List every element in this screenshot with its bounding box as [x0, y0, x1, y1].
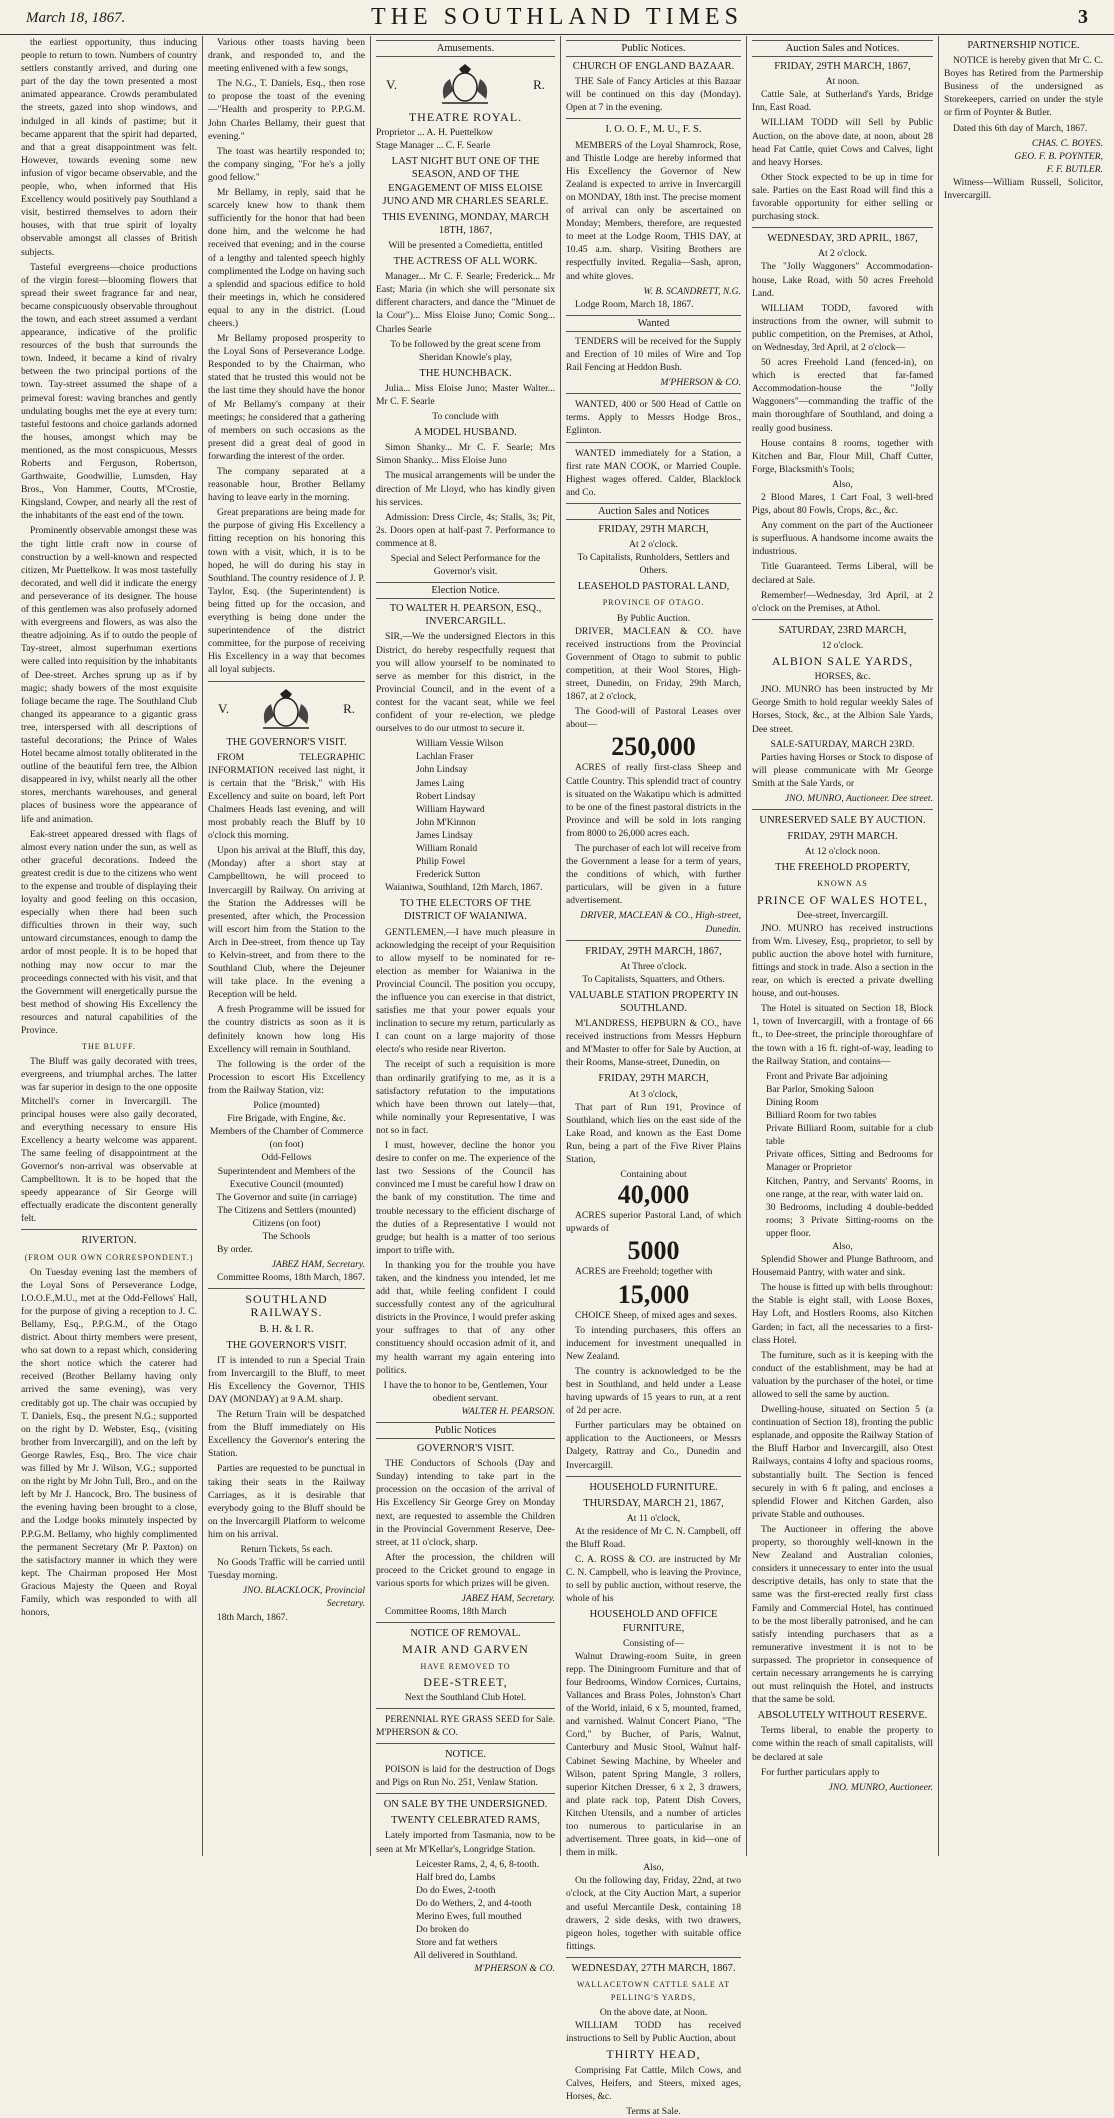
signatory: William Vessie Wilson	[416, 738, 504, 750]
ad-paragraph: 2 Blood Mares, 1 Cart Foal, 3 well-bred Pigs, about 80 Fowls, Crops, &c., &c.	[752, 492, 933, 517]
riverton-subheading: (FROM OUR OWN CORRESPONDENT.)	[24, 1252, 194, 1262]
ad-headline: LEASEHOLD PASTORAL LAND,	[577, 581, 730, 593]
ad-paragraph: The musical arrangements will be under the direction of Mr Lloyd, who has kindly given his services.	[376, 470, 555, 508]
cast-list: Manager... Mr C. F. Searle; Frederick... Mr East; Maria (in which she will personate six different characters, and dance the "Minuet de la Cour")... Miss Eloise Juno; Comic Song... Charles Searle	[376, 271, 555, 335]
crest-letter-v: V.	[386, 76, 397, 92]
article-paragraph: Eak-street appeared dressed with flags of almost every nation under the sun, as well as other graceful decorations. Indeed the greatest credit is due to the citizens who went to the expense and trouble of displaying their loyalty and good feeling on this occasion, especially when there had been such difficulties thrown in their way, such untoward circumstances, enough to damp the ardor of most people. It is to be hoped that nothing may now occur to mar the proceedings connected with his visit, and that the Government will energetically pursue the best method of showing His Excellency the resources and natural capabilities of the Province.	[21, 828, 197, 1037]
room-item: Private Billiard Room, suitable for a club table	[766, 1123, 933, 1148]
ad-line: HAVE REMOVED TO	[420, 1661, 511, 1671]
stock-item: Do broken do	[416, 1924, 469, 1936]
ad-paragraph: PERENNIAL RYE GRASS SEED for Sale. M'PHERSON & CO.	[376, 1713, 555, 1738]
procession-item: Members of the Chamber of Commerce (on foot)	[209, 1126, 364, 1151]
signatory: James Lindsay	[416, 829, 473, 841]
ad-headline: FRIDAY, 29TH MARCH,	[598, 1073, 709, 1085]
royal-crest	[386, 61, 545, 107]
cast-list: Simon Shanky... Mr C. F. Searle; Mrs Simon Shanky... Miss Eloise Juno	[376, 442, 555, 467]
signature: M'PHERSON & CO.	[660, 377, 741, 389]
ad-paragraph: Title Guaranteed. Terms Liberal, will be declared at Sale.	[752, 561, 933, 586]
ad-paragraph: WILLIAM TODD will Sell by Public Auction, on the above date, at noon, about 28 head Fat Cattle, quiet Cows and Calves, light and heavy Horses.	[752, 117, 933, 168]
ad-line: Also,	[832, 1240, 853, 1252]
procession-item: The Citizens and Settlers (mounted)	[217, 1204, 356, 1216]
article-paragraph: Mr Bellamy, in reply, said that he scarcely knew how to thank them sufficiently for the honor that had been done him, and the welcome he had received that evening; and in the course of a lengthy and talented speech highly complimented the Lodge on having such a splendid and spacious edifice to hold their meetings in, which he considered equal to any in the district. (Loud cheers.)	[208, 187, 365, 329]
divider	[208, 681, 365, 682]
ad-paragraph: Cattle Sale, at Sutherland's Yards, Bridge Inn, East Road.	[752, 89, 933, 114]
ad-paragraph: After the procession, the children will proceed to the Cricket ground to engage in various sports for which prizes will be given.	[376, 1551, 555, 1590]
section-heading: Election Notice.	[376, 582, 555, 599]
ad-paragraph: Lately imported from Tasmania, now to be seen at Mr M'Kellar's, Longridge Station.	[376, 1830, 555, 1855]
room-item: Dining Room	[766, 1096, 819, 1108]
bluff-heading: THE BLUFF.	[82, 1042, 136, 1052]
signature: M'PHERSON & CO.	[474, 1963, 555, 1975]
signatory: William Hayward	[416, 803, 485, 815]
ad-line: 12 o'clock.	[821, 639, 864, 651]
issue-date: March 18, 1867.	[26, 10, 126, 26]
ad-paragraph: Other Stock expected to be up in time for sale. Parties on the East Road will find this a favorable opportunity for either selling or purchasing stock.	[752, 171, 933, 223]
article-paragraph: On Tuesday evening last the members of the Loyal Sons of Perseverance Lodge, I.O.O.F.,M.U., met at the Odd-Fellows' Hall, for the purpose of giving a reception to J. C. Bellamy, Esq., P.P.G.M., of the Otago district. About thirty members were present, who sat down to a repast which, considering the short notice which the caterer had received (Brother Bellamy having only arrived the same evening), was very creditably got up. The chair was occupied by T. Daniels, Esq., the present N.G.; supported on the right by D. Webster, Esq., (visiting brother from Invercargill), and on the left by George Rawles, Esq., Bro. The vice chair was filled by Mr J. Wilson, V.G.; supported on the right by Mr John Tull, Bro., and on the left by Mr J. Hancock, Bro. The business of the evening having been brought to a close, and the Lodge books minutely inspected by P.P.G.M. Bellamy, who highly complimented the permanent Secretary (Mr P. Paxton) on the satisfactory manner in which they were kept. The Chairman proposed Her Most Gracious Majesty the Queen and Royal Family, which was responded to with all honors,	[21, 1266, 197, 1619]
ad-line: To conclude with	[432, 411, 499, 423]
ad-paragraph: M'LANDRESS, HEPBURN & CO., have received instructions from Messrs Hepburn and M'Master to offer for Sale by Auction, at their Rooms, Manse-street, Dunedin, on	[566, 1018, 741, 1069]
section-heading: Auction Sales and Notices	[566, 503, 741, 520]
ad-paragraph: GENTLEMEN,—I have much pleasure in acknowledging the receipt of your Requisition to allow myself to be nominated for re-election as member for Waianiwa in the Provincial Council. The position you occupy, the influence you can exercise in that district, satisfies me that your power equals your inclination to secure my return, particularly as I can count on a large majority of those electo's who reside near Riverton.	[376, 926, 555, 1056]
play-title: THE ACTRESS OF ALL WORK.	[393, 256, 538, 268]
ad-headline: TO THE ELECTORS OF THE DISTRICT OF WAIANIWA.	[399, 898, 532, 923]
ad-line: On the above date, at Noon.	[599, 2007, 708, 2019]
ad-paragraph: On the following day, Friday, 22nd, at two o'clock, at the City Auction Mart, a superior and useful Mercantile Desk, containing 18 drawers, 2 side desks, with two drawers, pigeon holes, together with suitable office fittings.	[566, 1875, 741, 1952]
railways-heading-2: THE GOVERNOR'S VISIT.	[226, 1339, 347, 1351]
ad-headline: ON SALE BY THE UNDERSIGNED.	[383, 1799, 548, 1811]
column-5	[746, 36, 938, 1856]
ad-headline: THIS EVENING, MONDAY, MARCH 18TH, 1867,	[382, 211, 549, 236]
ad-headline: WEDNESDAY, 27TH MARCH, 1867.	[571, 1962, 736, 1974]
newspaper-title: THE SOUTHLAND TIMES	[371, 4, 743, 30]
ad-headline: NOTICE OF REMOVAL.	[410, 1628, 521, 1640]
column-6	[938, 36, 1108, 1856]
ad-paragraph: Parties having Horses or Stock to dispose of will please communicate with Mr George Smith at the Sale Yards, or	[752, 751, 933, 789]
ad-headline: HOUSEHOLD FURNITURE.	[589, 1481, 718, 1493]
ad-paragraph: The country is acknowledged to be the best in Southland, and held under a Lease having upwards of 15 years to run, at a rent of 2d per acre.	[566, 1365, 741, 1417]
ad-paragraph: ACRES of really first-class Sheep and Cattle Country. This splendid tract of country is situated on the Wakatipu which is admitted to be one of the finest pastoral districts in the Province and will be sold in lots ranging from 8000 to 26,000 acres each.	[566, 762, 741, 839]
ad-line: To Capitalists, Squatters, and Others.	[582, 973, 725, 985]
ad-paragraph: Comprising Fat Cattle, Milch Cows, and Calves, Heifers, and Steers, mixed ages, Horses, &c.	[566, 2064, 741, 2102]
ad-paragraph: FROM TELEGRAPHIC INFORMATION received last night, it is certain that the "Brisk," with His Excellency and suite on board, left Port Chalmers Heads last evening, and will most probably reach the Bluff by 10 o'clock this morning.	[208, 751, 365, 842]
ad-paragraph: At the residence of Mr C. N. Campbell, off the Bluff Road.	[566, 1525, 741, 1550]
ad-headline: VALUABLE STATION PROPERTY IN SOUTHLAND.	[568, 989, 739, 1014]
play-title: THE HUNCHBACK.	[419, 367, 512, 379]
ad-line: Next the Southland Club Hotel.	[404, 1691, 527, 1703]
procession-item: Police (mounted)	[253, 1100, 320, 1112]
article-paragraph: Tasteful evergreens—choice productions of the virgin forest—blooming flowers that spread their sweet fragrance far and near, became conspicuously observable throughout the town, and each street assumed a verdant appearance, indicative of the prolific resources of the bush that surrounds the town. Indeed, it became a kind of rivalry between the two principal portions of the town. Tay-street assumed the shape of a primeval forest: waving branches and gently undulating boughs met the eye at every turn: tasteful festoons and choice garlands adorned the houses, amongst which may be mentioned, as the most conspicuous, Messrs Roberts and Ferguson, Robertson, Garthwaite, Goodwillie, Lumsden, Hay Bros., Von Hammer, Coutts, M'Crostie, Kingsland, Cowper, and nearly all the rest of the inhabitants of the east end of the town.	[21, 261, 197, 522]
ad-paragraph: Further particulars may be obtained on application to the Auctioneers, or Messrs Dalgety, Rattray and Co., Dunedin and Invercargill.	[566, 1420, 741, 1471]
section-heading: Wanted	[566, 315, 741, 332]
ad-paragraph: The Good-will of Pastoral Leases over about—	[566, 706, 741, 731]
signatory: John M'Kinnon	[416, 816, 476, 828]
room-item: Front and Private Bar adjoining	[766, 1070, 888, 1082]
ad-headline: SATURDAY, 23RD MARCH,	[778, 624, 907, 636]
section-heading: Amusements.	[376, 40, 555, 57]
signatory: Robert Lindsay	[416, 790, 476, 802]
ad-headline: FRIDAY, 29TH MARCH, 1867,	[774, 61, 911, 73]
ad-paragraph: The Return Train will be despatched from the Bluff immediately on His Excellency the Governor's entering the Station.	[208, 1409, 365, 1460]
cast-list: Julia... Miss Eloise Juno; Master Walter... Mr C. F. Searle	[376, 382, 555, 407]
dateline: Dated this 6th day of March, 1867.	[953, 122, 1088, 134]
article-paragraph: Prominently observable amongst these was the tight little craft now in course of construction by a well-known and respected citizen, Mr Puettelkow. It was most tastefully decorated, and well did it indicate the energy and perseverance of its designer. The house of this gentlemen was also profusely adorned with evergreens and flowers, as was also the theatre adjoining. As if to outdo the people of Tay-street, almost superhuman exertions were called into requisition by the inhabitants of Dee-street. Arches sprung up as if by magic; shady bowers of the most exquisite foliage became the rage. The Southland Club changed its appearance to a gigantic grass tree, interspersed with all descriptions of tasteful decorations; the Prince of Wales Hotel became almost totally obliterated in the outline of the beautiful fern tree, the Albion disappeared in ivy, whilst nearly all the other stores, merchants warehouses, and general places of business wore the appearance of life and animation.	[21, 525, 197, 825]
divider	[566, 118, 741, 119]
ad-paragraph: Any comment on the part of the Auctioneer is superfluous. A handsome income awaits the industrious.	[752, 520, 933, 558]
ad-headline: FRIDAY, 29TH MARCH.	[787, 831, 898, 843]
divider	[21, 1229, 197, 1230]
ad-paragraph: Parties are requested to be punctual in taking their seats in the Railway Carriages, as it is desirable that everybody going to the Bluff should be on the Invercargill Platform to welcome him on his arrival.	[208, 1463, 365, 1540]
ad-paragraph: That part of Run 191, Province of Southland, which lies on the east side of the Lake Road, and known as the East Dome Run, being a part of the Five River Plains Station,	[566, 1101, 741, 1166]
ad-paragraph: Dwelling-house, situated on Section 5 (a continuation of Section 18), fronting the public esplanade, and opposite the Railway Station of the Bluff Harbor and Invercargill, also Otest Railways, contains 4 lofty and spacious rooms, substantially built. The Section is fenced securely in with 6 ft paling, and encloses a splendid Flower and Kitchen Garden, also private Stable and outhouses.	[752, 1404, 933, 1520]
ad-line: Proprietor ... A. H. Puettelkow	[376, 127, 493, 139]
ad-line: Consisting of—	[622, 1637, 685, 1649]
signature: GEO. F. B. POYNTER,	[1014, 150, 1103, 162]
ad-line: SALE-SATURDAY, MARCH 23RD.	[770, 738, 915, 750]
divider	[208, 1288, 365, 1289]
ad-headline: ALBION SALE YARDS,	[771, 654, 914, 669]
ad-line: Return Tickets, 5s each.	[240, 1544, 333, 1556]
ad-headline: NOTICE.	[444, 1748, 487, 1760]
ad-paragraph: The Hotel is situated on Section 18, Block 1, town of Invercargill, with a frontage of 66 ft., to Dee-street, the principle thoroughfare of the town with a 16 ft. right-of-way, leading to the Railway Station, and contains—	[752, 1003, 933, 1067]
room-item: Bar Parlor, Smoking Saloon	[766, 1083, 874, 1095]
ad-headline: UNRESERVED SALE BY AUCTION.	[759, 815, 926, 827]
divider	[752, 619, 933, 620]
ad-paragraph: The following is the order of the Procession to escort His Excellency from the Railway Station, viz:	[208, 1058, 365, 1096]
dateline: Committee Rooms, 18th March, 1867.	[217, 1272, 365, 1284]
stock-item: Store and fat wethers	[416, 1937, 498, 1949]
procession-item: The Governor and suite (in carriage)	[216, 1191, 357, 1203]
ad-paragraph: The furniture, such as it is keeping with the conduct of the establishment, may be had at valuation by the purchaser of the hotel, or time allowed to sell the same by auction.	[752, 1349, 933, 1400]
signatory: Philip Fowel	[416, 856, 466, 868]
divider	[376, 1708, 555, 1709]
signature: WALTER H. PEARSON.	[461, 1405, 555, 1417]
stock-item: Do do Ewes, 2-tooth	[416, 1884, 496, 1896]
signatory: John Lindsay	[416, 764, 468, 776]
divider	[752, 227, 933, 228]
ad-paragraph: DRIVER, MACLEAN & CO. have received instructions from the Provincial Government of Otago to submit to public competition, at their Wool Stores, High-street, Dunedin, on Friday, 29th March, 1867, at 2 o'clock,	[566, 625, 741, 703]
ad-paragraph: IT is intended to run a Special Train from Invercargill to the Bluff, to meet His Excellency the Governor, THIS DAY (MONDAY) at 9 A.M. sharp.	[208, 1354, 365, 1405]
ad-paragraph: POISON is laid for the destruction of Dogs and Pigs on Run No. 251, Venlaw Station.	[376, 1764, 555, 1789]
ad-headline: GOVERNOR'S VISIT.	[416, 1443, 515, 1455]
theatre-heading: THEATRE ROYAL.	[408, 110, 523, 125]
acreage-figure: 5000	[627, 1236, 680, 1266]
ad-headline: THURSDAY, MARCH 21, 1867,	[583, 1497, 724, 1509]
signature: JABEZ HAM, Secretary.	[271, 1259, 365, 1271]
sheep-figure: 15,000	[617, 1279, 690, 1309]
room-item: Billiard Room for two tables	[766, 1110, 877, 1122]
ad-headline: LAST NIGHT BUT ONE OF THE SEASON, AND OF THE ENGAGEMENT OF MISS ELOISE JUNO AND MR CHARLES SEARLE.	[382, 156, 549, 207]
ad-line: At 2 o'clock.	[629, 539, 678, 551]
ad-line: All delivered in Southland.	[413, 1950, 518, 1962]
column-2	[202, 36, 370, 1856]
room-item: 30 Bedrooms, including 4 double-bedded rooms; 3 Private Sitting-rooms on the upper floor.	[766, 1201, 933, 1239]
coat-of-arms-icon	[251, 686, 321, 732]
procession-item: Citizens (on foot)	[252, 1217, 321, 1229]
ad-paragraph: NOTICE is hereby given that Mr C. C. Boyes has Retired from the Partnership Business of the undersigned as Storekeepers, carried on under the style or firm of Poynter & Butler.	[944, 55, 1103, 119]
ad-line: To be followed by the great scene from Sheridan Knowle's play,	[390, 338, 541, 363]
ad-paragraph: In thanking you for the trouble you have taken, and the kindness you intended, let me add that, while feeling confident I could successfully contest any of the agricultural districts in the Province, I would prefer asking your suffrages to that of any other constituency should occasion admit of it, and my health warrant my again entering into politics.	[376, 1259, 555, 1376]
ad-line: At 2 o'clock.	[818, 248, 867, 260]
ad-paragraph: The Auctioneer in offering the above property, so thoroughly well-known in the New Zealand and Australian colonies, considers it unnecessary to enter into the usual descriptive details, has only to state that the same was the first-erected really first class Family and Commercial Hotel, has continued to be the most liberally patronised, and he can satisfy intending purchasers that as a remunerative investment it is not to be surpassed. The proprietor in consequence of certain necessary arrangements he is carrying out must relinquish the Hotel, and instructs that the same be sold.	[752, 1523, 933, 1706]
ad-line: Will be presented a Comedietta, entitled	[388, 239, 543, 251]
ad-paragraph: ACRES are Freehold; together with	[575, 1266, 713, 1278]
signature: DRIVER, MACLEAN & CO., High-street, Dunedin.	[580, 910, 741, 935]
ad-paragraph: WANTED, 400 or 500 Head of Cattle on terms. Apply to Messrs Hodge Bros., Eglinton.	[566, 399, 741, 437]
ad-headline: WALLACETOWN CATTLE SALE AT PELLING'S YARDS,	[576, 1980, 731, 2003]
divider	[752, 809, 933, 810]
dateline: Committee Rooms, 18th March	[385, 1606, 507, 1618]
ad-paragraph: CHOICE Sheep, of mixed ages and sexes.	[575, 1309, 737, 1321]
ad-paragraph: JNO. MUNRO has been instructed by Mr George Smith to hold regular weekly Sales of Horses, Stock, &c., at the Albion Sale Yards, Dee street.	[752, 684, 933, 735]
ad-paragraph: The house is fitted up with bells throughout: the Stable is eight stall, with Loose Boxes, Hay Loft, and Hostlers Rooms, also Kitchen Garden; in fact, all the necessaries to a first-class Hotel.	[752, 1282, 933, 1346]
divider	[566, 442, 741, 443]
article-paragraph: Various other toasts having been drank, and responded to, and the meeting enlivened with a few songs,	[208, 37, 365, 75]
divider	[566, 393, 741, 394]
ad-paragraph: To intending purchasers, this offers an inducement for investment unequalled in New Zealand.	[566, 1324, 741, 1362]
section-heading: Public Notices	[376, 1422, 555, 1439]
riverton-heading: RIVERTON.	[81, 1235, 137, 1247]
ad-headline: I. O. O. F., M. U., F. S.	[605, 124, 702, 136]
ad-paragraph: House contains 8 rooms, together with Kitchen and Bar, Flour Mill, Chaff Cutter, Forge, Blacksmith's Tools;	[752, 437, 933, 475]
article-paragraph: Mr Bellamy proposed prosperity to the Loyal Sons of Perseverance Lodge. Responded to by the Chairman, who stated that he trusted this would not be the last time they should have the honor of Mr Bellamy's company at their meetings; he considered that a gathering of members on such occasions as the present did a great deal of good in forwarding the interest of the order.	[208, 333, 365, 462]
article-paragraph: The Bluff was gaily decorated with trees, evergreens, and triumphal arches. The latter was far superior in design to the one opposite Mitchell's corner in Invercargill. The principal houses were also gaily decorated, and everything necessary to ensure His Excellency a hearty welcome was apparent. The same feeling of disappointment at the Governor's non-arrival was observable at Campbelltown. It is to be hoped that the speedy appearance of Sir George will effectually eradicate the discontent generally felt.	[21, 1056, 197, 1225]
ad-headline: HOUSEHOLD AND OFFICE FURNITURE,	[589, 1609, 718, 1634]
signature: CHAS. C. BOYES.	[1031, 137, 1103, 149]
ad-line: Special and Select Performance for the Governor's visit.	[390, 553, 541, 578]
ad-headline: THE FREEHOLD PROPERTY,	[775, 862, 910, 874]
ad-line: Stage Manager ... C. F. Searle	[376, 140, 491, 152]
procession-item: Fire Brigade, with Engine, &c.	[227, 1113, 346, 1125]
ad-line: At 11 o'clock,	[626, 1512, 681, 1524]
divider	[566, 940, 741, 941]
divider	[376, 1793, 555, 1794]
ad-headline: MAIR AND GARVEN	[402, 1642, 529, 1657]
ad-headline: TO WALTER H. PEARSON, ESQ., INVERCARGILL.	[389, 603, 542, 628]
ad-line: At 3 o'clock,	[629, 1088, 678, 1100]
signature: JNO. MUNRO, Auctioneer. Dee street.	[784, 792, 933, 804]
railways-heading: SOUTHLAND RAILWAYS.	[245, 1292, 328, 1320]
governors-visit-heading: THE GOVERNOR'S VISIT.	[226, 736, 347, 748]
masthead	[0, 0, 1114, 35]
ad-paragraph: I must, however, decline the honor you desire to confer on me. The experience of the last two Sessions of the Council has convinced me I must be careful how I draw on the bank of my constitution. The time and trouble necessary to the efficient discharge of the duties of a Representative I would not grudge; but health is a matter of too serious import to trifle with.	[376, 1140, 555, 1256]
section-heading: Public Notices.	[566, 40, 741, 57]
royal-crest	[218, 686, 355, 732]
ad-line: Also,	[832, 478, 853, 490]
ad-headline: WEDNESDAY, 3RD APRIL, 1867,	[767, 233, 918, 245]
crest-letter-v: V.	[218, 700, 229, 716]
column-1	[16, 36, 202, 1856]
ad-paragraph: Walnut Drawing-room Suite, in green repp. The Diningroom Furniture and that of four Bedrooms, Window Cornices, Curtains, Vallances and Brass Poles, Johnston's Chart of the World, inlaid, 6 x 5, mounted, framed, and varnished. Walnut Concert Piano, "The Cord," by Bucher, of Paris, Walnut, Canterbury and Music Stool, Walnut half-Cabinet Sewing Machine, by Wheeler and Wilson, patent Spring Mangle, 3 rollers, superior Kitchen Dresser, 6 x 2, 3 drawers, and plate rack top, Patent Dish Covers, Kitchen Utensils, and a number of articles too numerous to particularise in an advertisement. Three goats, in kid—one of them in milk.	[566, 1650, 741, 1859]
ad-line: Containing about	[620, 1169, 687, 1181]
railways-subheading: B. H. & I. R.	[259, 1323, 314, 1335]
ad-paragraph: The "Jolly Waggoners" Accommodation-house, Lake Road, with 50 acres Freehold Land.	[752, 261, 933, 299]
dateline: Lodge Room, March 18, 1867.	[575, 298, 694, 310]
ad-headline: ABSOLUTELY WITHOUT RESERVE.	[757, 1710, 928, 1722]
ad-paragraph: WANTED immediately for a Station, a first rate MAN COOK, or Married Couple. Highest wages offered. Calder, Blacklock and Co.	[566, 447, 741, 498]
column-3	[370, 36, 560, 1975]
ad-line: To Capitalists, Runholders, Settlers and Others.	[577, 552, 730, 577]
ad-paragraph: TENDERS will be received for the Supply and Erection of 10 miles of Wire and Top Rail Fencing at Heddon Bush.	[566, 335, 741, 374]
ad-paragraph: JNO. MUNRO has received instructions from Wm. Livesey, Esq., proprietor, to sell by public auction the above hotel with furniture, fittings and stock in trade. Also a section in the rear, on which is erected a private dwelling house, and out-houses.	[752, 922, 933, 1000]
ad-line: I have the to honor to be, Gentlemen, Your obedient servant.	[383, 1379, 548, 1404]
ad-headline: FRIDAY, 29TH MARCH, 1867,	[585, 945, 722, 957]
ad-line: PROVINCE OF OTAGO.	[602, 598, 705, 608]
ad-headline: PRINCE OF WALES HOTEL,	[756, 892, 929, 907]
article-paragraph: the earliest opportunity, thus inducing people to return to town. Numbers of country settlers constantly arrived, and during one part of the day the town presented a most animated appearance. Crowds perambulated the streets, gazed into shop windows, and indulged in all kinds of pastime; but it became apparent that the spirit had departed, and that a great disappointment was felt. However, towards evening some new infusion of vigor became observable, and the people, who, when informed that His Excellency would positively pay Southland a visit, bestirred themselves to adorn their houses, with that true spirit of loyalty observable amongst all classes of British subjects.	[21, 37, 197, 258]
signature: W. B. SCANDRETT, N.G.	[643, 285, 741, 297]
article-paragraph: Great preparations are being made for the purpose of giving His Excellency a fitting reception on his honoring this town with a visit, which, it is to be hoped, he will do during his stay in Southland. The country residence of J. P. Taylor, Esq. (the Superintendent) is being fitted up for the occasion, and everything is being done under the superintendence of the district committee, for the purpose of receiving His Excellency in a way that becomes all loyal subjects.	[208, 507, 365, 676]
ad-paragraph: WILLIAM TODD, favored with instructions from the owner, will submit to public competition, on the Premises, at Athol, on Wednesday, 3rd April, at 2 o'clock—	[752, 302, 933, 353]
ad-headline: PARTNERSHIP NOTICE.	[967, 40, 1080, 51]
ad-paragraph: THE Sale of Fancy Articles at this Bazaar will be continued on this day (Monday). Open at 7 in the evening.	[566, 76, 741, 114]
procession-item: Odd-Fellows	[261, 1152, 312, 1164]
signature: JNO. MUNRO, Auctioneer.	[828, 1781, 933, 1793]
article-paragraph: The N.G., T. Daniels, Esq., then rose to propose the toast of the evening—"Health and prosperity to P.P.G.M. John Charles Bellamy, their guest that evening."	[208, 78, 365, 142]
play-title: A MODEL HUSBAND.	[414, 427, 517, 439]
procession-item: The Schools	[262, 1230, 311, 1242]
article-paragraph: The toast was heartily responded to; the company singing, "For he's a jolly good fellow."	[208, 145, 365, 183]
ad-line: Dee-street, Invercargill.	[796, 909, 889, 921]
ad-headline: FRIDAY, 29TH MARCH,	[598, 524, 709, 535]
page-number: 3	[1078, 6, 1088, 28]
stock-item: Leicester Rams, 2, 4, 6, 8-tooth.	[416, 1858, 540, 1870]
room-item: Private offices, Sitting and Bedrooms for Manager or Proprietor	[766, 1149, 933, 1174]
ad-paragraph: No Goods Traffic will be carried until Tuesday morning.	[208, 1557, 365, 1582]
ad-paragraph: THE Conductors of Schools (Day and Sunday) intending to take part in the procession on the occasion of the arrival of His Excellency Sir George Grey on Monday next, are requested to assemble the Children in the Provincial Government Reserve, Dee-street, at 11 o'clock, sharp.	[376, 1458, 555, 1548]
section-heading: Auction Sales and Notices.	[752, 40, 933, 57]
stock-item: Merino Ewes, full mouthed	[416, 1911, 522, 1922]
signature: JNO. BLACKLOCK, Provincial Secretary.	[242, 1585, 365, 1610]
ad-line: At noon.	[825, 76, 860, 88]
ad-paragraph: ACRES superior Pastoral Land, of which upwards of	[566, 1210, 741, 1235]
signature: F. F. BUTLER.	[1046, 163, 1103, 175]
ad-paragraph: The purchaser of each lot will receive from the Government a lease for a term of years, the conditions of which, with further particulars, will be given in a future advertisement.	[566, 842, 741, 907]
signatory: Frederick Sutton	[416, 869, 481, 881]
ad-headline: CHURCH OF ENGLAND BAZAAR.	[572, 61, 735, 73]
ad-headline: TWENTY CELEBRATED RAMS,	[391, 1815, 540, 1827]
ad-paragraph: Upon his arrival at the Bluff, this day, (Monday) after a short stay at Campbelltown, he will proceed to Invercargill by Railway. On arriving at the Station the Addresses will be presented, after which, the Procession will escort him from the Station to the Arch in Dee-street, from thence up Tay to Kelvin-street, and from there to the Southland Club, where the Dejeuner will take place. In the evening a Reception will be held.	[208, 845, 365, 1001]
dateline: Waianiwa, Southland, 12th March, 1867.	[385, 882, 543, 894]
procession-item: Superintendent and Members of the Executive Council (mounted)	[217, 1165, 356, 1190]
ad-line: Terms at Sale.	[626, 2105, 681, 2117]
divider	[376, 1622, 555, 1623]
signature: JABEZ HAM, Secretary.	[461, 1593, 555, 1605]
article-paragraph: The company separated at a reasonable hour, Brother Bellamy having to leave early in the morning.	[208, 466, 365, 504]
signatory: William Ronald	[416, 842, 478, 854]
stock-item: Do do Wethers, 2, and 4-tooth	[416, 1897, 532, 1909]
ad-line: Also,	[643, 1862, 664, 1874]
ad-line: By Public Auction.	[616, 612, 691, 624]
ad-paragraph: The receipt of such a requisition is more than ordinarily gratifying to me, as it is a satisfactory refutation to the imputations which have been thrown out lately—that, while nominally your Representative, I was not so in fact.	[376, 1059, 555, 1136]
witness-line: Witness—William Russell, Solicitor, Invercargill.	[944, 176, 1103, 202]
acreage-figure: 250,000	[611, 732, 696, 762]
ad-paragraph: Splendid Shower and Plunge Bathroom, and Housemaid Pantry, with water and sink.	[752, 1254, 933, 1279]
room-item: Kitchen, Pantry, and Servants' Rooms, in one range, at the rear, with water laid on.	[766, 1175, 933, 1200]
dateline: 18th March, 1867.	[217, 1611, 288, 1623]
crest-letter-r: R.	[343, 700, 355, 716]
ad-line: HORSES, &c.	[814, 671, 871, 683]
crest-letter-r: R.	[533, 76, 545, 92]
ad-paragraph: A fresh Programme will be issued for the country districts as soon as it is definitely known how long His Excellency will remain in Southland.	[208, 1004, 365, 1055]
ad-paragraph: For further particulars apply to	[761, 1766, 880, 1778]
ad-paragraph: C. A. ROSS & CO. are instructed by Mr C. N. Campbell, who is leaving the Province, to sell by public auction, without reserve, the whole of his	[566, 1554, 741, 1605]
ad-paragraph: MEMBERS of the Loyal Shamrock, Rose, and Thistle Lodge are hereby informed that His Excellency the Governor of New Zealand is expected to arrive in Invercargill on MONDAY, 18th inst. The precise moment of arrival can only be ascertained on Monday; Members, therefore, are requested to meet at the Lodge Room, THIS DAY, at 10.45 a.m. sharp. Visiting Brothers are respectfully invited. Regalia—Sash, apron, and white gloves.	[566, 139, 741, 282]
ad-paragraph: Terms liberal, to enable the property to come within the reach of small capitalists, will be declared at sale	[752, 1725, 933, 1763]
ad-paragraph: WILLIAM TODD has received instructions to Sell by Public Auction, about	[566, 2020, 741, 2045]
column-4	[560, 36, 746, 2117]
ad-paragraph: Remember!—Wednesday, 3rd April, at 2 o'clock on the Premises, at Athol.	[752, 589, 933, 614]
stock-item: Half bred do, Lambs	[416, 1871, 496, 1883]
divider	[566, 1476, 741, 1477]
ad-line: At Three o'clock.	[620, 960, 687, 972]
ad-paragraph: 50 acres Freehold Land (fenced-in), on which is erected that far-famed Accommodation-house the "Jolly Waggoners"—commanding the traffic of the main thoroughfare of Southland, and doing a really good business.	[752, 357, 933, 434]
ad-line: At 12 o'clock noon.	[804, 846, 881, 858]
ad-paragraph: SIR,—We the undersigned Electors in this District, do hereby respectfully request that you will allow yourself to be nominated to serve as member for this district, in the Provincial Council, and in the event of a contest for the vacant seat, while we feel confident of your re-election, we pledge ourselves to do our utmost to secure it.	[376, 631, 555, 735]
signatory: James Laing	[416, 777, 465, 789]
ad-headline: DEE-STREET,	[423, 1674, 508, 1689]
ad-headline: THIRTY HEAD,	[606, 2047, 701, 2062]
signatory: Lachlan Fraser	[416, 751, 474, 763]
coat-of-arms-icon	[430, 61, 500, 107]
divider	[566, 1957, 741, 1958]
ad-paragraph: Admission: Dress Circle, 4s; Stalls, 3s; Pit, 2s. Doors open at half-past 7. Performance to commence at 8.	[376, 511, 555, 549]
divider	[376, 1743, 555, 1744]
by-order: By order.	[217, 1244, 253, 1256]
acreage-figure: 40,000	[617, 1180, 690, 1210]
ad-line: KNOWN AS	[817, 879, 868, 889]
